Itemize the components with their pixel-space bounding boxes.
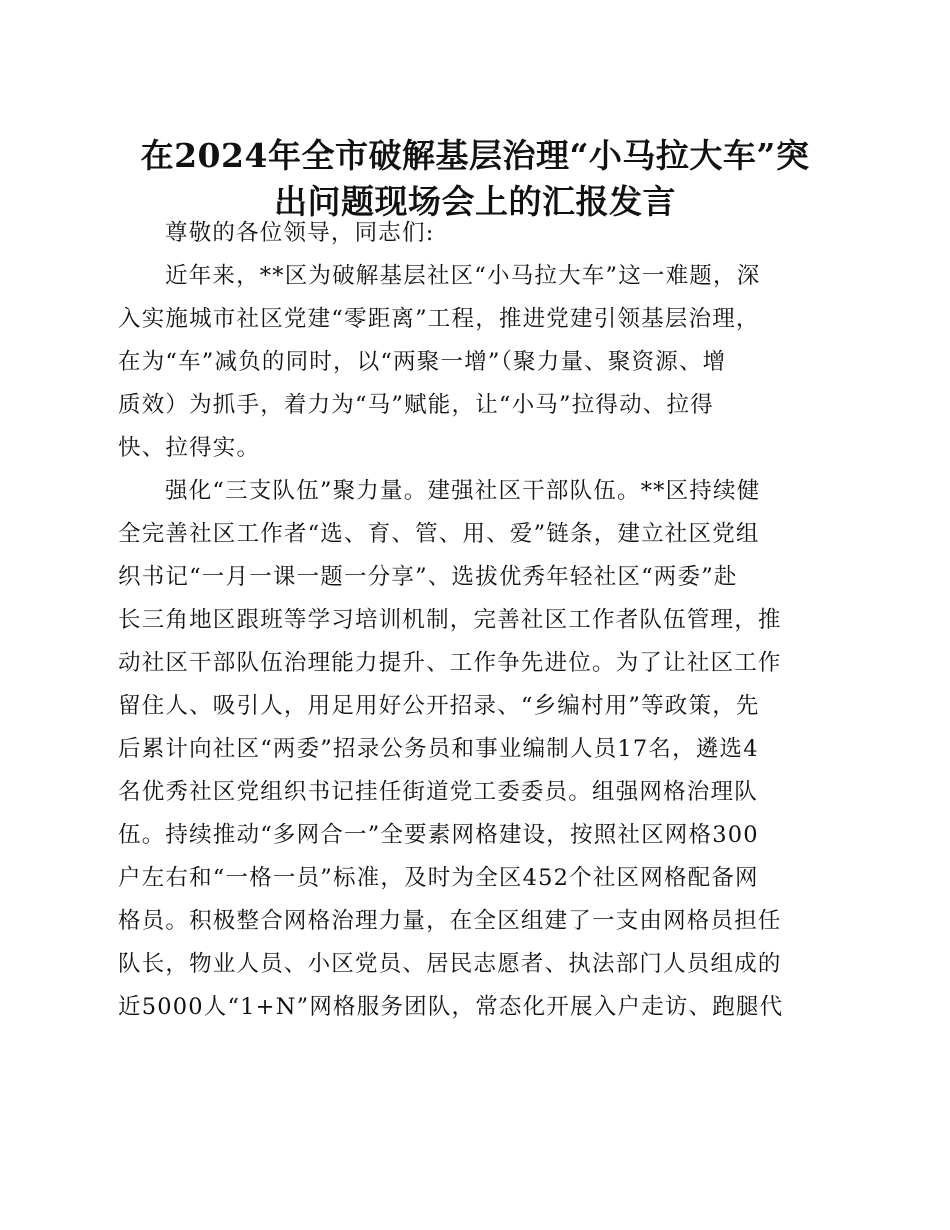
paragraph-line: 户左右和“一格一员”标准，及时为全区452个社区网格配备网 [118, 865, 759, 891]
paragraph-line: 近年来，**区为破解基层社区“小马拉大车”这一难题，深 [165, 263, 761, 289]
paragraph-line: 质效）为抓手，着力为“马”赋能，让“小马”拉得动、拉得 [118, 392, 714, 418]
paragraph-line: 留住人、吸引人，用足用好公开招录、“乡编村用”等政策，先 [118, 693, 760, 719]
title-line-2: 出问题现场会上的汇报发言 [274, 182, 676, 221]
paragraph-line: 队长，物业人员、小区党员、居民志愿者、执法部门人员组成的 [118, 951, 782, 977]
paragraph-line: 格员。积极整合网格治理力量，在全区组建了一支由网格员担任 [118, 908, 782, 934]
paragraph-line: 长三角地区跟班等学习培训机制，完善社区工作者队伍管理，推 [118, 607, 782, 633]
paragraph-line: 后累计向社区“两委”招录公务员和事业编制人员17名，遴选4 [118, 736, 759, 762]
paragraph-line: 入实施城市社区党建“零距离”工程，推进党建引领基层治理， [118, 306, 760, 332]
paragraph-line: 动社区干部队伍治理能力提升、工作争先进位。为了让社区工作 [118, 650, 782, 676]
paragraph-1 [118, 255, 818, 470]
paragraph-2 [118, 470, 818, 1029]
paragraph-line: 快、拉得实。 [118, 435, 261, 461]
paragraph-line: 在为“车”减负的同时，以“两聚一增”（聚力量、聚资源、增 [118, 349, 727, 375]
document-body [118, 212, 818, 1029]
greeting: 尊敬的各位领导，同志们: [165, 220, 435, 246]
paragraph-line: 织书记“一月一课一题一分享”、选拔优秀年轻社区“两委”赴 [118, 564, 738, 590]
paragraph-line: 名优秀社区党组织书记挂任街道党工委委员。组强网格治理队 [118, 779, 758, 805]
paragraph-line: 全完善社区工作者“选、育、管、用、爱”链条，建立社区党组 [118, 521, 760, 547]
paragraph-line: 伍。持续推动“多网合一”全要素网格建设，按照社区网格300 [118, 822, 759, 848]
paragraph-line: 强化“三支队伍”聚力量。建强社区干部队伍。**区持续健 [165, 478, 761, 504]
title-line-1: 在2024年全市破解基层治理“小马拉大车”突 [140, 136, 810, 175]
paragraph-line: 近5000人“1+N”网格服务团队，常态化开展入户走访、跑腿代 [118, 994, 784, 1020]
